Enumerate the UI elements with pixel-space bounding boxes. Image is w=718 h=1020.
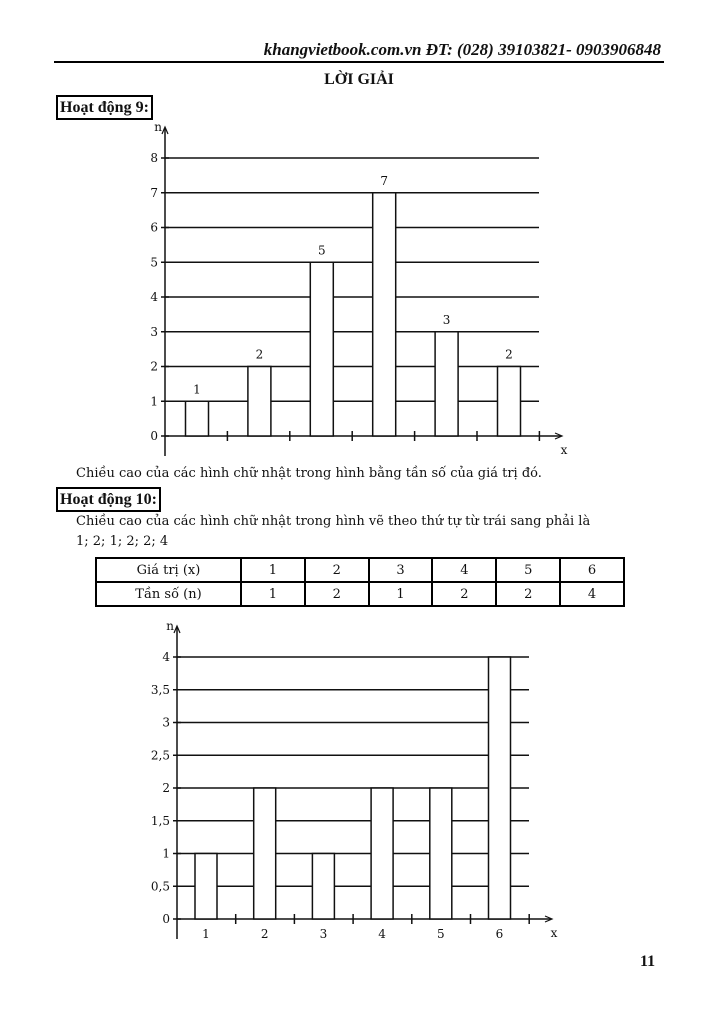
table-cell: 1 — [369, 582, 433, 606]
table-cell: 3 — [369, 558, 433, 582]
y-tick-label: 5 — [150, 255, 158, 270]
table-cell: 1 — [241, 582, 305, 606]
y-axis-label: n — [166, 619, 174, 633]
activity-10-heading: Hoạt động 10: — [56, 487, 161, 512]
bar — [435, 332, 458, 436]
header-rule — [54, 61, 664, 63]
table-cell: 5 — [496, 558, 560, 582]
y-tick-label: 4 — [162, 650, 170, 664]
y-tick-label: 2 — [150, 359, 158, 374]
x-axis-label: x — [560, 443, 568, 457]
bar — [430, 788, 452, 919]
x-tick-label: 3 — [319, 927, 328, 941]
bar-data-label: 5 — [317, 243, 326, 258]
y-tick-label: 3 — [150, 324, 158, 339]
activity-10-text-line1: Chiều cao của các hình chữ nhật trong hình vẽ theo thứ tự từ trái sang phải là — [76, 514, 591, 529]
table-cell: 6 — [560, 558, 624, 582]
bar — [498, 367, 521, 437]
bar-data-label: 3 — [442, 312, 451, 327]
x-tick-label: 5 — [436, 927, 445, 941]
page-number: 11 — [640, 953, 656, 970]
activity-9-caption: Chiều cao của các hình chữ nhật trong hình bằng tần số của giá trị đó. — [76, 466, 542, 481]
bar — [248, 367, 271, 437]
table-cell: 2 — [305, 582, 369, 606]
bar — [310, 262, 333, 436]
header-contact: khangvietbook.com.vn ĐT: (028) 39103821- 0903906848 — [263, 40, 661, 59]
bar-data-label: 7 — [380, 173, 389, 188]
y-tick-label: 7 — [150, 185, 158, 200]
activity-10-text-line2: 1; 2; 1; 2; 2; 4 — [76, 534, 169, 549]
bar — [186, 401, 209, 436]
y-tick-label: 0,5 — [150, 879, 170, 894]
y-axis-label: n — [154, 120, 162, 134]
x-axis-label: x — [550, 926, 558, 940]
y-tick-label: 1 — [150, 394, 158, 409]
bar — [254, 788, 276, 919]
x-tick-label: 4 — [378, 927, 386, 941]
bar — [312, 854, 334, 920]
bar-data-label: 2 — [255, 347, 264, 362]
y-tick-label: 8 — [150, 151, 158, 165]
table-cell: 2 — [305, 558, 369, 582]
bar — [195, 854, 217, 920]
bar — [489, 657, 511, 919]
table-cell: 2 — [432, 582, 496, 606]
frequency-table — [95, 557, 625, 607]
bar — [371, 788, 393, 919]
y-tick-label: 4 — [150, 290, 158, 304]
y-tick-label: 3,5 — [150, 682, 170, 697]
table-cell: 1 — [241, 558, 305, 582]
activity-9-heading: Hoạt động 9: — [56, 95, 153, 120]
y-tick-label: 2,5 — [150, 748, 170, 763]
y-tick-label: 6 — [150, 220, 158, 235]
bar-data-label: 2 — [505, 347, 513, 362]
y-tick-label: 1,5 — [150, 813, 170, 828]
table-row-frequencies — [96, 582, 624, 606]
row-header-frequency: Tần số (n) — [96, 582, 241, 606]
x-tick-label: 2 — [260, 927, 269, 941]
y-tick-label: 3 — [162, 715, 170, 730]
y-tick-label: 1 — [162, 846, 170, 861]
y-tick-label: 0 — [162, 912, 170, 926]
row-header-value: Giá trị (x) — [96, 558, 241, 582]
chart-activity-10 — [0, 615, 718, 950]
bar-data-label: 1 — [193, 382, 201, 397]
y-tick-label: 2 — [162, 781, 170, 795]
table-cell: 4 — [560, 582, 624, 606]
table-cell: 4 — [432, 558, 496, 582]
x-tick-label: 1 — [202, 927, 210, 941]
table-cell: 2 — [496, 582, 560, 606]
x-tick-label: 6 — [495, 927, 504, 941]
bar — [373, 193, 396, 436]
table-row-values — [96, 558, 624, 582]
y-tick-label: 0 — [150, 429, 158, 443]
page-title: LỜI GIẢI — [324, 71, 394, 88]
chart-activity-9 — [0, 110, 718, 470]
